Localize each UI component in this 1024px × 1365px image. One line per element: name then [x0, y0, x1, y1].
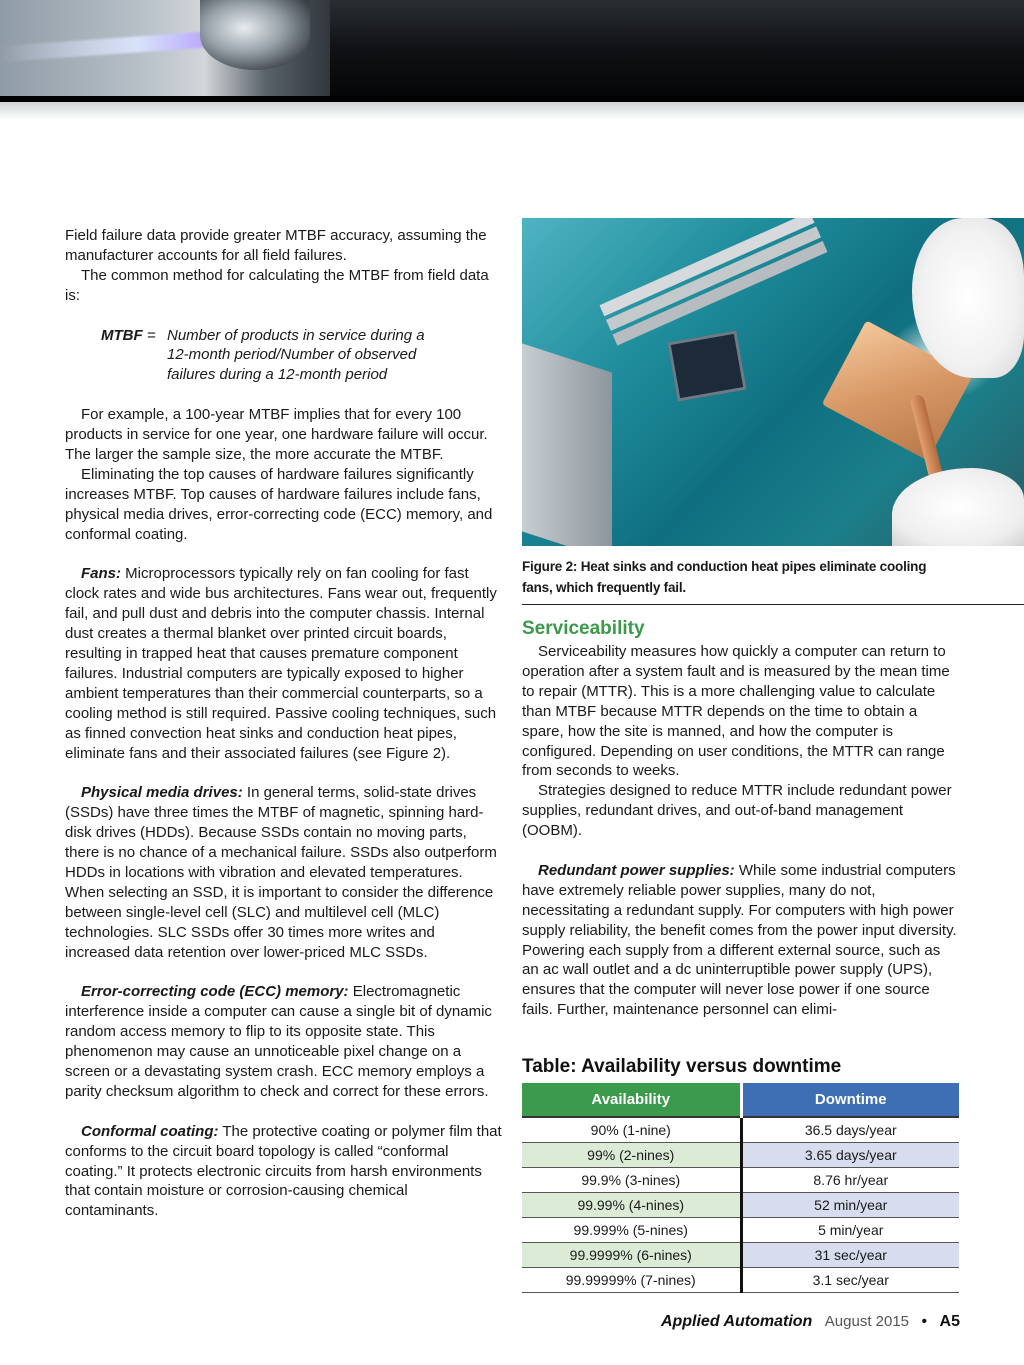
- downtime-cell: 31 sec/year: [741, 1242, 959, 1267]
- electric-arc-image: [0, 30, 230, 62]
- availability-cell: 90% (1-nine): [522, 1117, 741, 1142]
- paragraph-text: Microprocessors typically rely on fan cooling for fast clock rates and wide bus architectures. Fans wear out, frequently fail, and pull dust and debris into the computer chassis. Internal dust creates a thermal blanket over printed circuit boards, resulting in trapped heat that causes premature component failures. Industrial computers are typically exposed to higher ambient temperatures than their commercial counterparts, so a cooling method is still required. Passive cooling techniques, such as finned convection heat sinks and conduction heat pipes, eliminate fans and their associated failures (see Figure 2).: [65, 565, 497, 762]
- dark-tube-image: [330, 0, 1024, 96]
- paragraph-text: Electromagnetic interference inside a computer can cause a single bit of dynamic random access memory to flip to its opposite state. This phenomenon may cause an unnoticeable pixel change on a screen or a devastating system crash. ECC memory employs a parity checksum algorithm to check and correct for these errors.: [65, 983, 492, 1100]
- formula-line: Number of products in service during a: [167, 326, 425, 344]
- downtime-cell: 52 min/year: [741, 1192, 959, 1217]
- paragraph: The common method for calculating the MTBF from field data is:: [65, 266, 489, 304]
- paragraph: Serviceability measures how quickly a computer can return to operation after a system fault and is measured by the mean time to repair (MTTR). This is a more challenging value to calculate than MTBF because MTTR depends on the time to obtain a spare, how the site is manned, and how the computer is configured. Depending on user conditions, the MTTR can range from seconds to weeks.: [522, 643, 950, 780]
- downtime-cell: 5 min/year: [741, 1217, 959, 1242]
- paragraph-power-supplies: [522, 861, 960, 1020]
- availability-cell: 99.99% (4-nines): [522, 1192, 741, 1217]
- downtime-cell: 3.1 sec/year: [741, 1268, 959, 1293]
- paragraph-text: The protective coating or polymer film that conforms to the circuit board topology is called “conformal coating.” It protects electronic circuits from harsh environments that contain moisture or corrosion-causing chemical contaminants.: [65, 1122, 502, 1220]
- paragraph-text: In general terms, solid-state drives (SSDs) have three times the MTBF of magnetic, spinning hard-disk drives (HDDs). Because SSDs contain no moving parts, there is no chance of a mechanical failure. SSDs also outperform HDDs in locations with vibration and elevated temperatures. When selecting an SSD, it is important to consider the difference between single-level cell (SLC) and multilevel cell (MLC) technologies. SLC SSDs offer 30 times more writes and increased data retention over lower-priced MLC SSDs.: [65, 784, 497, 961]
- gloved-hand-image: [892, 468, 1024, 546]
- table-row: [522, 1142, 959, 1167]
- table-row: [522, 1217, 959, 1242]
- circuit-board-photo: [522, 218, 1024, 546]
- caption-divider: [522, 604, 1024, 605]
- section-heading: Serviceability: [522, 618, 645, 639]
- left-column: [65, 226, 503, 1221]
- processor-chip-image: [667, 330, 746, 401]
- run-in-head: Physical media drives:: [81, 784, 243, 802]
- paragraph-text: While some industrial computers have extremely reliable power supplies, many do not, necessitating a redundant supply. For computers with high power supply reliability, the benefit comes from the power input diversity. Powering each supply from a different external source, such as an ac wall outlet and a dc uninterruptible power supply (UPS), ensures that the computer will never lose power if one source fails. Further, maintenance personnel can elimi-: [522, 861, 957, 1019]
- downtime-cell: 3.65 days/year: [741, 1142, 959, 1167]
- table-header-availability: Availability: [522, 1083, 741, 1117]
- run-in-head: Error-correcting code (ECC) memory:: [81, 983, 349, 1001]
- banner-shadow: [0, 102, 1024, 120]
- run-in-head: Conformal coating:: [81, 1122, 219, 1140]
- mtbf-formula: [101, 326, 503, 386]
- formula-line: 12-month period/Number of observed: [167, 346, 417, 364]
- page-footer: [660, 1310, 960, 1334]
- table-row: [522, 1242, 959, 1267]
- formula-line: failures during a 12-month period: [167, 366, 388, 384]
- paragraph: Strategies designed to reduce MTTR include redundant power supplies, redundant drives, and out-of-band management (OOBM).: [522, 782, 952, 840]
- table-row: [522, 1117, 959, 1142]
- header-photo-banner: [0, 0, 1024, 96]
- table-row: [522, 1192, 959, 1217]
- availability-cell: 99.9999% (6-nines): [522, 1242, 741, 1267]
- paragraph: Field failure data provide greater MTBF accuracy, assuming the manufacturer accounts for all field failures.: [65, 227, 487, 264]
- paragraph: Eliminating the top causes of hardware failures significantly increases MTBF. Top causes of hardware failures include fans, physical media drives, error-correcting code (ECC) memory, and conformal coating.: [65, 465, 493, 543]
- figure-caption: Figure 2: Heat sinks and conduction heat pipes eliminate cooling fans, which frequently fail.: [522, 559, 927, 595]
- downtime-cell: 8.76 hr/year: [741, 1167, 959, 1192]
- chassis-image: [522, 343, 612, 546]
- availability-cell: 99.99999% (7-nines): [522, 1268, 741, 1293]
- formula-equals: =: [142, 326, 156, 344]
- right-column: [522, 616, 960, 1020]
- paragraph-fans: [65, 564, 503, 763]
- paragraph-ecc: [65, 982, 503, 1101]
- downtime-cell: 36.5 days/year: [741, 1117, 959, 1142]
- issue-date: August 2015: [824, 1313, 910, 1330]
- paragraph: For example, a 100-year MTBF implies that for every 100 products in service for one year, one hardware failure will occur. The larger the sample size, the more accurate the MTBF.: [65, 406, 488, 463]
- paragraph-coating: [65, 1122, 503, 1222]
- run-in-head: Fans:: [81, 565, 122, 583]
- page-number: A5: [939, 1313, 960, 1330]
- paragraph-drives: [65, 783, 503, 962]
- run-in-head: Redundant power supplies:: [538, 861, 735, 879]
- formula-term: MTBF: [101, 326, 143, 344]
- availability-cell: 99% (2-nines): [522, 1142, 741, 1167]
- availability-cell: 99.999% (5-nines): [522, 1217, 741, 1242]
- memory-modules-image: [600, 218, 815, 316]
- electrode-image: [200, 0, 310, 70]
- table-row: [522, 1167, 959, 1192]
- publication-name: Applied Automation: [660, 1313, 813, 1330]
- footer-separator: •: [921, 1313, 928, 1330]
- availability-table: [522, 1083, 959, 1293]
- availability-cell: 99.9% (3-nines): [522, 1167, 741, 1192]
- table-row: [522, 1268, 959, 1293]
- table-title: Table: Availability versus downtime: [522, 1056, 842, 1077]
- table-header-downtime: Downtime: [741, 1083, 959, 1117]
